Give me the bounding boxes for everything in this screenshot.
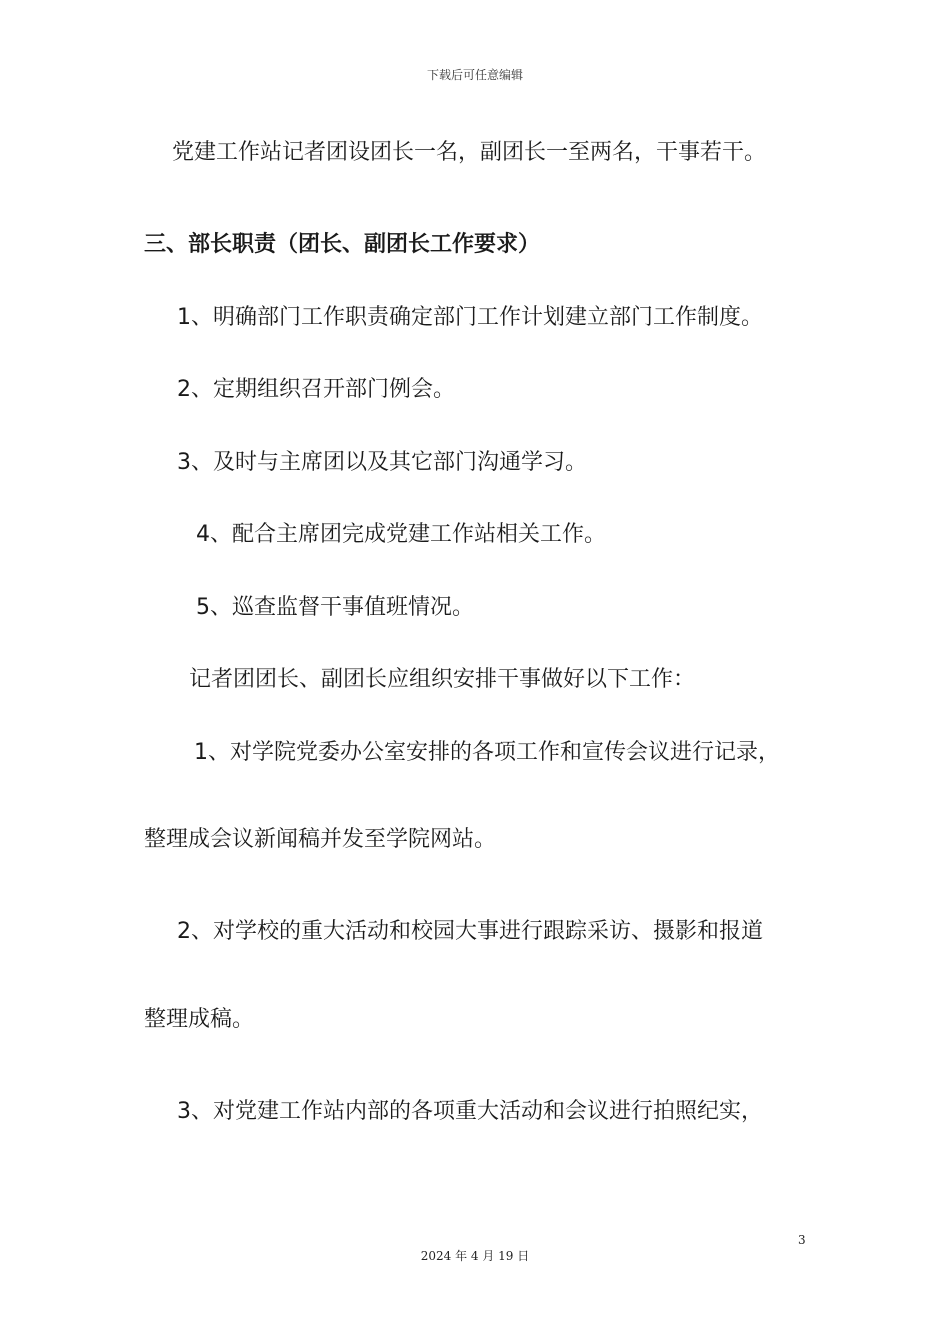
- section-heading: 三、部长职责（团长、副团长工作要求）: [144, 232, 541, 257]
- task-line: 1、对学院党委办公室安排的各项工作和宣传会议进行记录，: [194, 740, 780, 765]
- task-line: 3、对党建工作站内部的各项重大活动和会议进行拍照纪实，: [177, 1099, 763, 1124]
- task-line: 整理成稿。: [144, 1007, 255, 1032]
- task-line: 整理成会议新闻稿并发至学院网站。: [144, 827, 497, 852]
- task-line: 2、对学校的重大活动和校园大事进行跟踪采访、摄影和报道: [177, 919, 763, 944]
- duty-item: 4、配合主席团完成党建工作站相关工作。: [196, 522, 606, 547]
- task-intro: 记者团团长、副团长应组织安排干事做好以下工作：: [189, 667, 696, 692]
- page-header: 下载后可任意编辑: [426, 68, 523, 82]
- page-number: 3: [798, 1233, 806, 1247]
- duty-item: 1、明确部门工作职责确定部门工作计划建立部门工作制度。: [177, 305, 763, 330]
- duty-item: 3、及时与主席团以及其它部门沟通学习。: [177, 450, 587, 475]
- duty-item: 2、定期组织召开部门例会。: [177, 377, 455, 402]
- page-footer-date: 2024 年 4 月 19 日: [420, 1249, 530, 1263]
- body-paragraph: 党建工作站记者团设团长一名，副团长一至两名，干事若干。: [172, 140, 767, 165]
- duty-item: 5、巡查监督干事值班情况。: [196, 595, 474, 620]
